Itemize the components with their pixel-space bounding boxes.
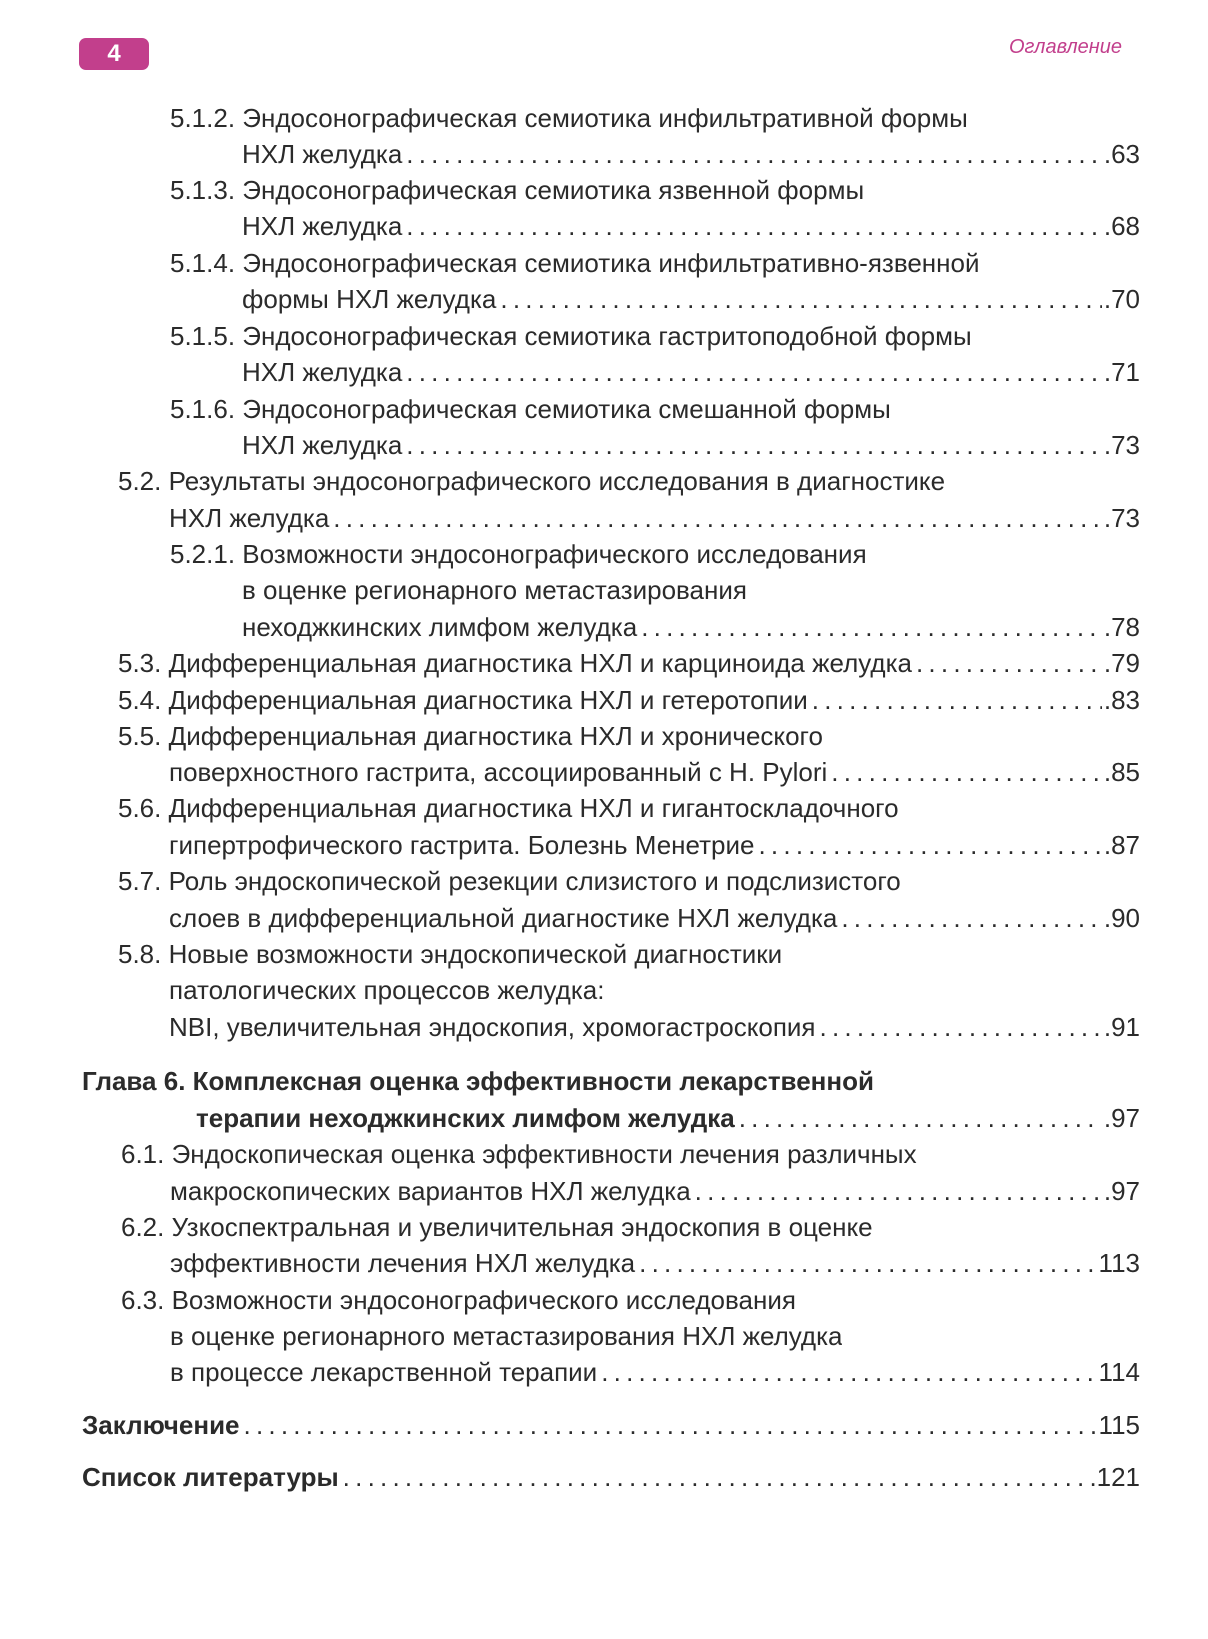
toc-entry-title: слоев в дифференциальной диагностике НХЛ желудка [169, 903, 838, 933]
toc-chapter-title: Глава 6. Комплексная оценка эффективности лекарственной [82, 1066, 874, 1096]
toc-entry-title: 5.1.5. Эндосонографическая семиотика гастритоподобной формы [170, 321, 972, 351]
toc-page-number: .85 [1103, 757, 1140, 787]
toc-page-number: 115 [1098, 1410, 1140, 1440]
toc-page-number: 121 [1096, 1462, 1140, 1492]
toc-entry-title: 6.1. Эндоскопическая оценка эффективности лечения различных [121, 1139, 917, 1169]
toc-chapter-6-continued[interactable] [196, 1100, 1140, 1137]
toc-chapter-6[interactable] [82, 1063, 874, 1100]
toc-page-number: .87 [1103, 830, 1140, 860]
toc-entry-6-2-continued[interactable] [170, 1245, 1140, 1282]
toc-entry-title: НХЛ желудка [242, 211, 403, 241]
page-number-badge: 4 [79, 38, 149, 70]
toc-entry-5-1-4-continued[interactable] [242, 281, 1140, 318]
toc-page-number: .73 [1103, 503, 1140, 533]
toc-conclusion[interactable] [82, 1407, 1140, 1444]
toc-entry-title: 5.3. Дифференциальная диагностика НХЛ и карциноида желудка [118, 648, 912, 678]
toc-entry-6-1[interactable] [121, 1136, 917, 1173]
toc-page-number: .78 [1103, 612, 1140, 642]
dot-leader [820, 1009, 1102, 1046]
toc-entry-title: в оценке регионарного метастазирования НХЛ желудка [170, 1321, 843, 1351]
dot-leader [641, 609, 1102, 646]
toc-entry-5-1-4[interactable] [170, 245, 980, 282]
toc-entry-title: НХЛ желудка [169, 503, 330, 533]
toc-page-number: 114 [1098, 1357, 1140, 1387]
toc-entry-title: гипертрофического гастрита. Болезнь Менетрие [169, 830, 755, 860]
toc-entry-5-5-continued[interactable] [169, 754, 1140, 791]
toc-references[interactable] [82, 1459, 1140, 1496]
toc-entry-title: 5.6. Дифференциальная диагностика НХЛ и гигантоскладочного [118, 793, 899, 823]
toc-page-number: .63 [1103, 139, 1140, 169]
toc-entry-title: 5.4. Дифференциальная диагностика НХЛ и гетеротопии [118, 685, 808, 715]
dot-leader [500, 281, 1101, 318]
toc-entry-5-4[interactable] [118, 682, 1140, 719]
toc-entry-5-7-continued[interactable] [169, 900, 1140, 937]
toc-page-number: 113 [1098, 1248, 1140, 1278]
toc-entry-5-1-5-continued[interactable] [242, 354, 1140, 391]
toc-entry-title: 5.7. Роль эндоскопической резекции слизистого и подслизистого [118, 866, 901, 896]
dot-leader [916, 645, 1102, 682]
toc-page-number: .91 [1103, 1012, 1140, 1042]
dot-leader [841, 900, 1101, 937]
toc-entry-title: НХЛ желудка [242, 430, 403, 460]
toc-entry-6-3-continued[interactable] [170, 1318, 842, 1355]
toc-entry-title: формы НХЛ желудка [242, 284, 497, 314]
toc-entry-title: 5.2.1. Возможности эндосонографического исследования [170, 539, 867, 569]
dot-leader [831, 754, 1102, 791]
toc-entry-title: 5.1.3. Эндосонографическая семиотика язвенной формы [170, 175, 865, 205]
toc-entry-5-1-2[interactable] [170, 100, 968, 137]
toc-entry-5-2-1-continued[interactable] [242, 572, 747, 609]
toc-entry-5-8-continued[interactable] [169, 972, 604, 1009]
toc-entry-5-1-3[interactable] [170, 172, 864, 209]
toc-entry-5-1-6[interactable] [170, 391, 891, 428]
toc-page-number: .90 [1103, 903, 1140, 933]
dot-leader [343, 1459, 1095, 1496]
toc-entry-title: 6.2. Узкоспектральная и увеличительная эндоскопия в оценке [121, 1212, 873, 1242]
toc-entry-title: 5.2. Результаты эндосонографического исследования в диагностике [118, 466, 946, 496]
toc-entry-5-2-1-continued-2[interactable] [242, 609, 1140, 646]
toc-entry-title: неходжкинских лимфом желудка [242, 612, 638, 642]
toc-page-number: .70 [1103, 284, 1140, 314]
toc-entry-title: патологических процессов желудка: [169, 975, 605, 1005]
dot-leader [758, 827, 1101, 864]
dot-leader [406, 427, 1102, 464]
toc-entry-5-1-2-continued[interactable] [242, 136, 1140, 173]
toc-entry-title: 5.1.6. Эндосонографическая семиотика смешанной формы [170, 394, 891, 424]
toc-chapter-title: Заключение [82, 1410, 240, 1440]
dot-leader [406, 208, 1102, 245]
toc-page-number: .97 [1103, 1103, 1140, 1133]
toc-entry-5-1-3-continued[interactable] [242, 208, 1140, 245]
dot-leader [406, 136, 1102, 173]
toc-entry-title: 5.8. Новые возможности эндоскопической диагностики [118, 939, 783, 969]
toc-entry-title: в оценке регионарного метастазирования [242, 575, 747, 605]
dot-leader [695, 1173, 1102, 1210]
toc-page-number: .97 [1103, 1176, 1140, 1206]
dot-leader [406, 354, 1102, 391]
toc-entry-5-8-continued-2[interactable] [169, 1009, 1140, 1046]
toc-page-number: .68 [1103, 211, 1140, 241]
toc-entry-title: НХЛ желудка [242, 357, 403, 387]
toc-entry-title: 5.5. Дифференциальная диагностика НХЛ и хронического [118, 721, 823, 751]
toc-entry-6-3[interactable] [121, 1282, 796, 1319]
toc-entry-5-6[interactable] [118, 790, 899, 827]
toc-entry-6-3-continued-2[interactable] [170, 1354, 1140, 1391]
toc-chapter-title: терапии неходжкинских лимфом желудка [196, 1103, 735, 1133]
toc-page-number: .83 [1103, 685, 1140, 715]
toc-entry-5-2-continued[interactable] [169, 500, 1140, 537]
toc-entry-title: эффективности лечения НХЛ желудка [170, 1248, 636, 1278]
toc-page-number: .73 [1103, 430, 1140, 460]
toc-entry-5-6-continued[interactable] [169, 827, 1140, 864]
toc-page-number: .79 [1103, 648, 1140, 678]
toc-entry-5-7[interactable] [118, 863, 901, 900]
running-title: Оглавление [1008, 36, 1122, 58]
toc-entry-5-8[interactable] [118, 936, 782, 973]
toc-entry-title: 5.1.4. Эндосонографическая семиотика инфильтративно-язвенной [170, 248, 980, 278]
toc-entry-5-2-1[interactable] [170, 536, 867, 573]
toc-chapter-title: Список литературы [82, 1462, 339, 1492]
dot-leader [812, 682, 1102, 719]
dot-leader [739, 1100, 1102, 1137]
toc-entry-5-3[interactable] [118, 645, 1140, 682]
toc-page-number: .71 [1103, 357, 1140, 387]
toc-entry-title: 5.1.2. Эндосонографическая семиотика инфильтративной формы [170, 103, 968, 133]
toc-entry-5-2[interactable] [118, 463, 945, 500]
dot-leader [244, 1407, 1097, 1444]
toc-entry-5-5[interactable] [118, 718, 823, 755]
toc-entry-title: NBI, увеличительная эндоскопия, хромогастроскопия [169, 1012, 816, 1042]
toc-entry-5-1-6-continued[interactable] [242, 427, 1140, 464]
toc-entry-title: макроскопических вариантов НХЛ желудка [170, 1176, 691, 1206]
toc-entry-title: в процессе лекарственной терапии [170, 1357, 598, 1387]
toc-entry-6-2[interactable] [121, 1209, 873, 1246]
toc-entry-title: поверхностного гастрита, ассоциированный с H. Pylori [169, 757, 828, 787]
toc-entry-title: НХЛ желудка [242, 139, 403, 169]
dot-leader [639, 1245, 1096, 1282]
dot-leader [601, 1354, 1096, 1391]
dot-leader [333, 500, 1102, 537]
toc-entry-title: 6.3. Возможности эндосонографического исследования [121, 1285, 796, 1315]
toc-entry-6-1-continued[interactable] [170, 1173, 1140, 1210]
toc-entry-5-1-5[interactable] [170, 318, 972, 355]
